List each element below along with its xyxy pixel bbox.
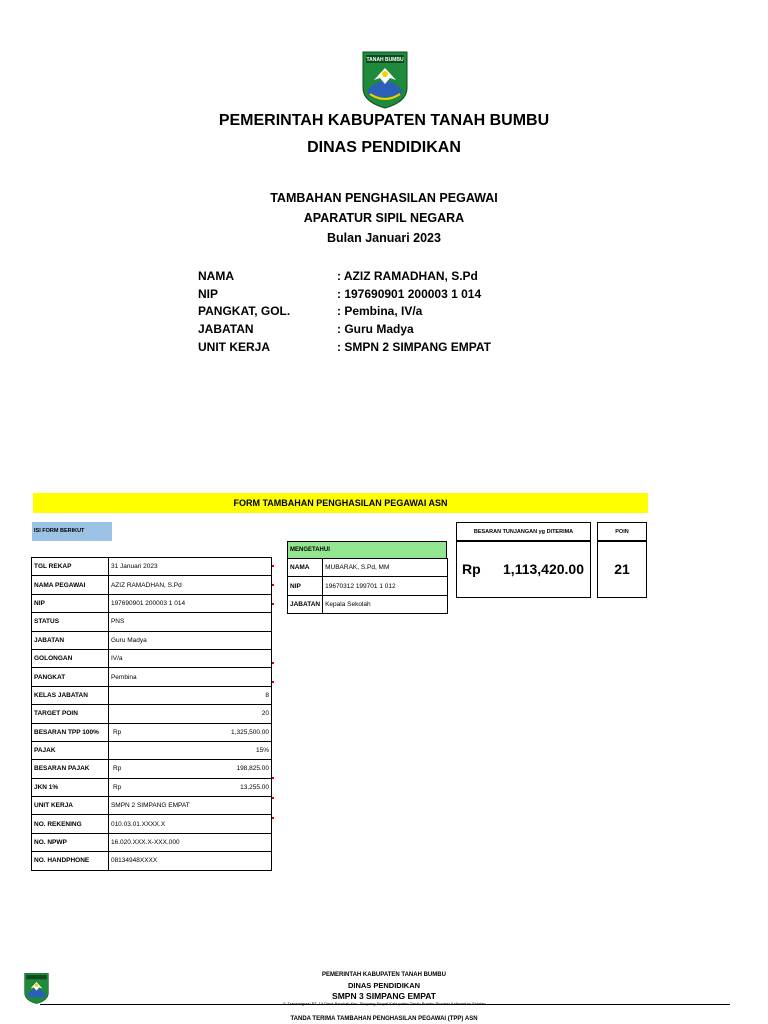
golongan-field[interactable]: IV/a [108,649,271,667]
jabatan-field: Guru Madya [108,631,271,649]
comment-marker-icon [272,681,274,683]
info-value: : Guru Madya [337,322,414,336]
amount-value: 13,255.00 [240,783,269,791]
subtitle-line1: TAMBAHAN PENGHASILAN PEGAWAI [270,191,498,205]
table-row [32,852,272,870]
tunjangan-box [456,541,591,598]
table-row [288,577,448,595]
table-row [32,558,272,576]
info-label: PANGKAT, GOL. [198,304,291,318]
nip-field[interactable]: 197690901 200003 1 014 [108,594,271,612]
row-label: NIP [288,577,323,595]
table-row [32,631,272,649]
header-line2: DINAS PENDIDIKAN [307,139,461,156]
comment-marker-icon [272,797,274,799]
row-label: KELAS JABATAN [32,686,109,704]
poin-header: POIN [597,522,647,541]
table-row [288,559,448,577]
table-row [32,576,272,594]
row-label: JABATAN [32,631,109,649]
comment-marker-icon [272,603,274,605]
table-row [32,686,272,704]
amount-value: 198,825.00 [236,765,269,773]
kepsek-jabatan-field[interactable]: Kepala Sekolah [323,595,448,613]
table-row [32,778,272,796]
table-row [32,649,272,667]
row-label: BESARAN TPP 100% [32,723,109,741]
table-row [32,833,272,851]
info-label: NIP [198,287,219,301]
footer-title: TANDA TERIMA TAMBAHAN PENGHASILAN PEGAWAI (TPP) ASN [290,1016,478,1022]
row-label: TGL REKAP [32,558,109,576]
row-label: NO. NPWP [32,833,109,851]
form-table [31,557,272,871]
kelas-jabatan-field: 8 [108,686,271,704]
logo-text: TANAH BUMBU [366,57,404,63]
tunjangan-amount: 1,113,420.00 [503,561,584,577]
no-rekening-field[interactable]: 010.03.01.XXXX.X [108,815,271,833]
table-row [32,723,272,741]
subtitle-line3: Bulan Januari 2023 [327,231,441,245]
no-npwp-field[interactable]: 16.020.XXX.X-XXX.000 [108,833,271,851]
table-row [288,595,448,613]
row-label: GOLONGAN [32,649,109,667]
footer-line1: PEMERINTAH KABUPATEN TANAH BUMBU [322,972,446,978]
currency-label: Rp [112,728,122,736]
no-handphone-field[interactable]: 08134948XXXX [108,852,271,870]
jkn-field [108,778,271,796]
footer-line3: SMPN 3 SIMPANG EMPAT [332,991,436,1001]
info-label: JABATAN [198,322,254,336]
isi-form-label: ISI FORM BERIKUT [32,522,112,541]
poin-box [597,541,647,598]
table-row [32,668,272,686]
row-label: NAMA [288,559,323,577]
row-label: TARGET POIN [32,705,109,723]
row-label: BESARAN PAJAK [32,760,109,778]
table-row [32,815,272,833]
currency-label: Rp [112,765,122,773]
besaran-pajak-field [108,760,271,778]
info-value: : Pembina, IV/a [337,304,423,318]
tunjangan-header: BESARAN TUNJANGAN yg DITERIMA [456,522,591,541]
row-label: NAMA PEGAWAI [32,576,109,594]
nama-pegawai-field[interactable]: AZIZ RAMADHAN, S.Pd [108,576,271,594]
poin-value: 21 [614,561,630,577]
table-row [32,741,272,759]
kepsek-nama-field[interactable]: MUBARAK, S.Pd, MM [323,559,448,577]
comment-marker-icon [272,662,274,664]
row-label: PANGKAT [32,668,109,686]
row-label: NO. HANDPHONE [32,852,109,870]
info-label: NAMA [198,269,234,283]
pajak-field: 15% [108,741,271,759]
tanah-bumbu-logo [360,50,410,110]
comment-marker-icon [272,584,274,586]
footer-divider [40,1004,730,1005]
comment-marker-icon [272,777,274,779]
mengetahui-table [287,558,448,614]
tunjangan-currency: Rp [462,561,481,577]
table-row [32,613,272,631]
table-row [32,760,272,778]
target-poin-field: 20 [108,705,271,723]
amount-value: 1,325,500.00 [231,728,269,736]
tgl-rekap-field[interactable]: 31 Januari 2023 [108,558,271,576]
info-value: : 197690901 200003 1 014 [337,287,482,301]
table-row [32,594,272,612]
row-label: UNIT KERJA [32,797,109,815]
info-value: : SMPN 2 SIMPANG EMPAT [337,340,492,354]
row-label: PAJAK [32,741,109,759]
footer-line2: DINAS PENDIDIKAN [347,981,421,990]
row-label: STATUS [32,613,109,631]
currency-label: Rp [112,783,122,791]
row-label: NO. REKENING [32,815,109,833]
form-banner: FORM TAMBAHAN PENGHASILAN PEGAWAI ASN [33,493,648,513]
header-line1: PEMERINTAH KABUPATEN TANAH BUMBU [218,112,550,129]
row-label: JKN 1% [32,778,109,796]
unit-kerja-field[interactable]: SMPN 2 SIMPANG EMPAT [108,797,271,815]
besaran-tpp-field [108,723,271,741]
info-label: UNIT KERJA [198,340,271,354]
row-label: NIP [32,594,109,612]
subtitle-line2: APARATUR SIPIL NEGARA [303,211,465,225]
footer-address: Jl. Transmigrasi RT. 10 Desa Barokah Kec. Simpang Empat Kabupaten Tanah Bumbu Provinsi Kalimantan Selatan [282,1001,486,1006]
row-label: JABATAN [288,595,323,613]
table-row [32,705,272,723]
comment-marker-icon [272,565,274,567]
status-field: PNS [108,613,271,631]
pangkat-field[interactable]: Pembina [108,668,271,686]
info-value: : AZIZ RAMADHAN, S.Pd [337,269,478,283]
table-row [32,797,272,815]
comment-marker-icon [272,817,274,819]
kepsek-nip-field[interactable]: 19670312 199701 1 012 [323,577,448,595]
mengetahui-header: MENGETAHUI [287,541,447,559]
